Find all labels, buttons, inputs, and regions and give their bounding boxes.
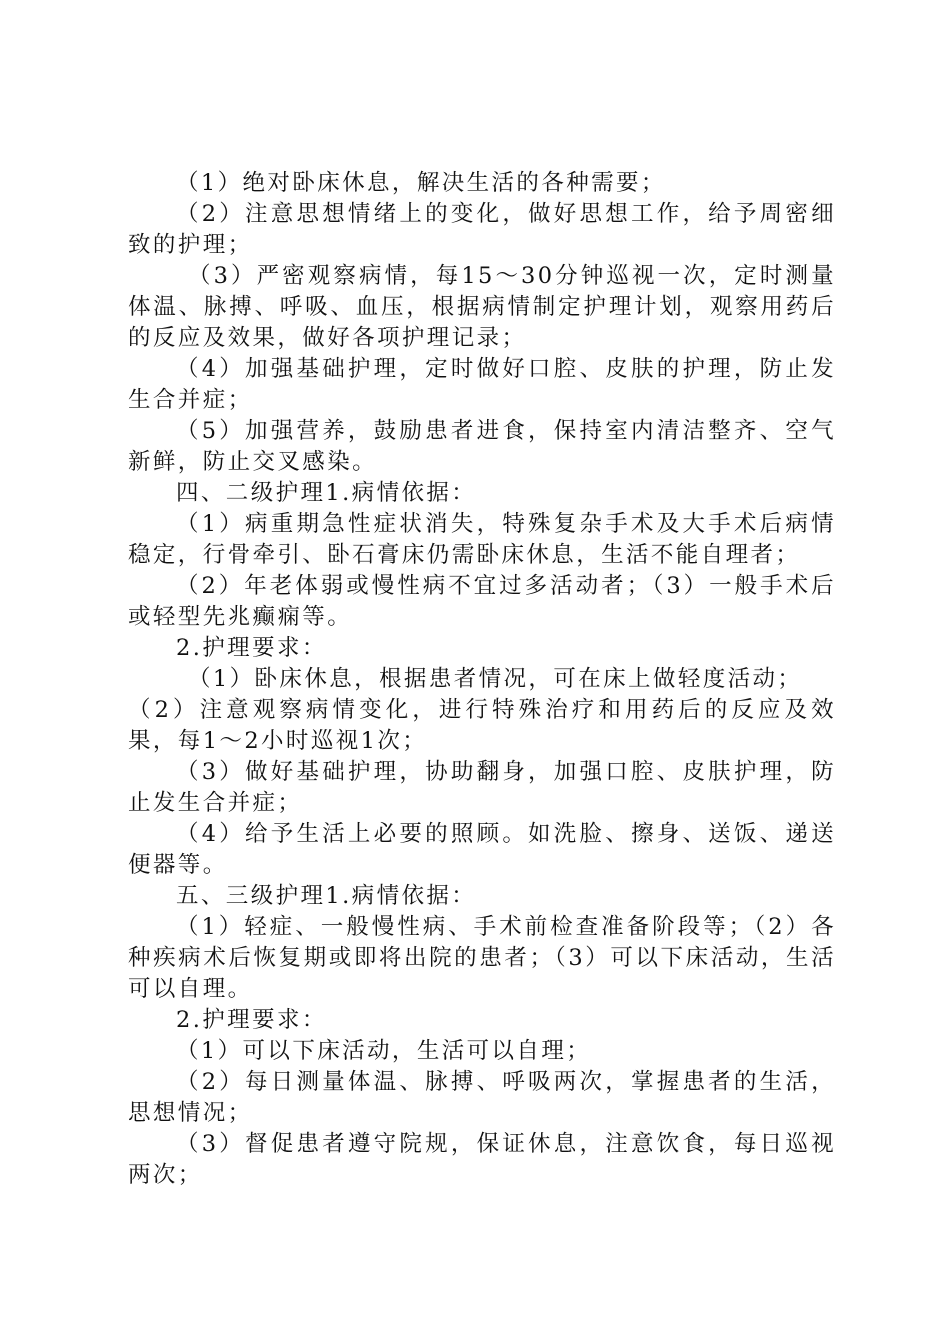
paragraph-9: （2）注意观察病情变化，进行特殊治疗和用药后的反应及效果，每1～2小时巡视1次； <box>128 697 836 754</box>
paragraph-8: （1）卧床休息，根据患者情况，可在床上做轻度活动； <box>188 666 803 692</box>
paragraph-2: （2）注意思想情绪上的变化，做好思想工作，给予周密细致的护理； <box>128 201 836 258</box>
paragraph-1: （1）绝对卧床休息，解决生活的各种需要； <box>176 170 666 196</box>
paragraph-10: （3）做好基础护理，协助翻身，加强口腔、皮肤护理，防止发生合并症； <box>128 759 836 816</box>
paragraph-15: （3）督促患者遵守院规，保证休息，注意饮食，每日巡视两次； <box>128 1131 836 1188</box>
section-heading-level-3: 五、三级护理1.病情依据： <box>176 883 477 909</box>
section-heading-level-2: 四、二级护理1.病情依据： <box>176 480 477 506</box>
paragraph-7: （2）年老体弱或慢性病不宜过多活动者；（3）一般手术后或轻型先兆癫痫等。 <box>128 573 836 630</box>
subheading-care-requirements: 2.护理要求： <box>176 635 327 661</box>
paragraph-14: （2）每日测量体温、脉搏、呼吸两次，掌握患者的生活，思想情况； <box>128 1069 836 1126</box>
document-body <box>128 168 836 1191</box>
paragraph-13: （1）可以下床活动，生活可以自理； <box>176 1038 592 1064</box>
paragraph-3: （3）严密观察病情，每15～30分钟巡视一次，定时测量体温、脉搏、呼吸、血压，根据病情制定护理计划，观察用药后的反应及效果，做好各项护理记录； <box>128 263 836 351</box>
paragraph-4: （4）加强基础护理，定时做好口腔、皮肤的护理，防止发生合并症； <box>128 356 836 413</box>
paragraph-6: （1）病重期急性症状消失，特殊复杂手术及大手术后病情稳定，行骨牵引、卧石膏床仍需卧床休息，生活不能自理者； <box>128 511 836 568</box>
paragraph-5: （5）加强营养，鼓励患者进食，保持室内清洁整齐、空气新鲜，防止交叉感染。 <box>128 418 836 475</box>
subheading-care-requirements-2: 2.护理要求： <box>176 1007 327 1033</box>
paragraph-12: （1）轻症、一般慢性病、手术前检查准备阶段等；（2）各种疾病术后恢复期或即将出院的患者；（3）可以下床活动，生活可以自理。 <box>128 914 836 1002</box>
paragraph-11: （4）给予生活上必要的照顾。如洗脸、擦身、送饭、递送便器等。 <box>128 821 836 878</box>
